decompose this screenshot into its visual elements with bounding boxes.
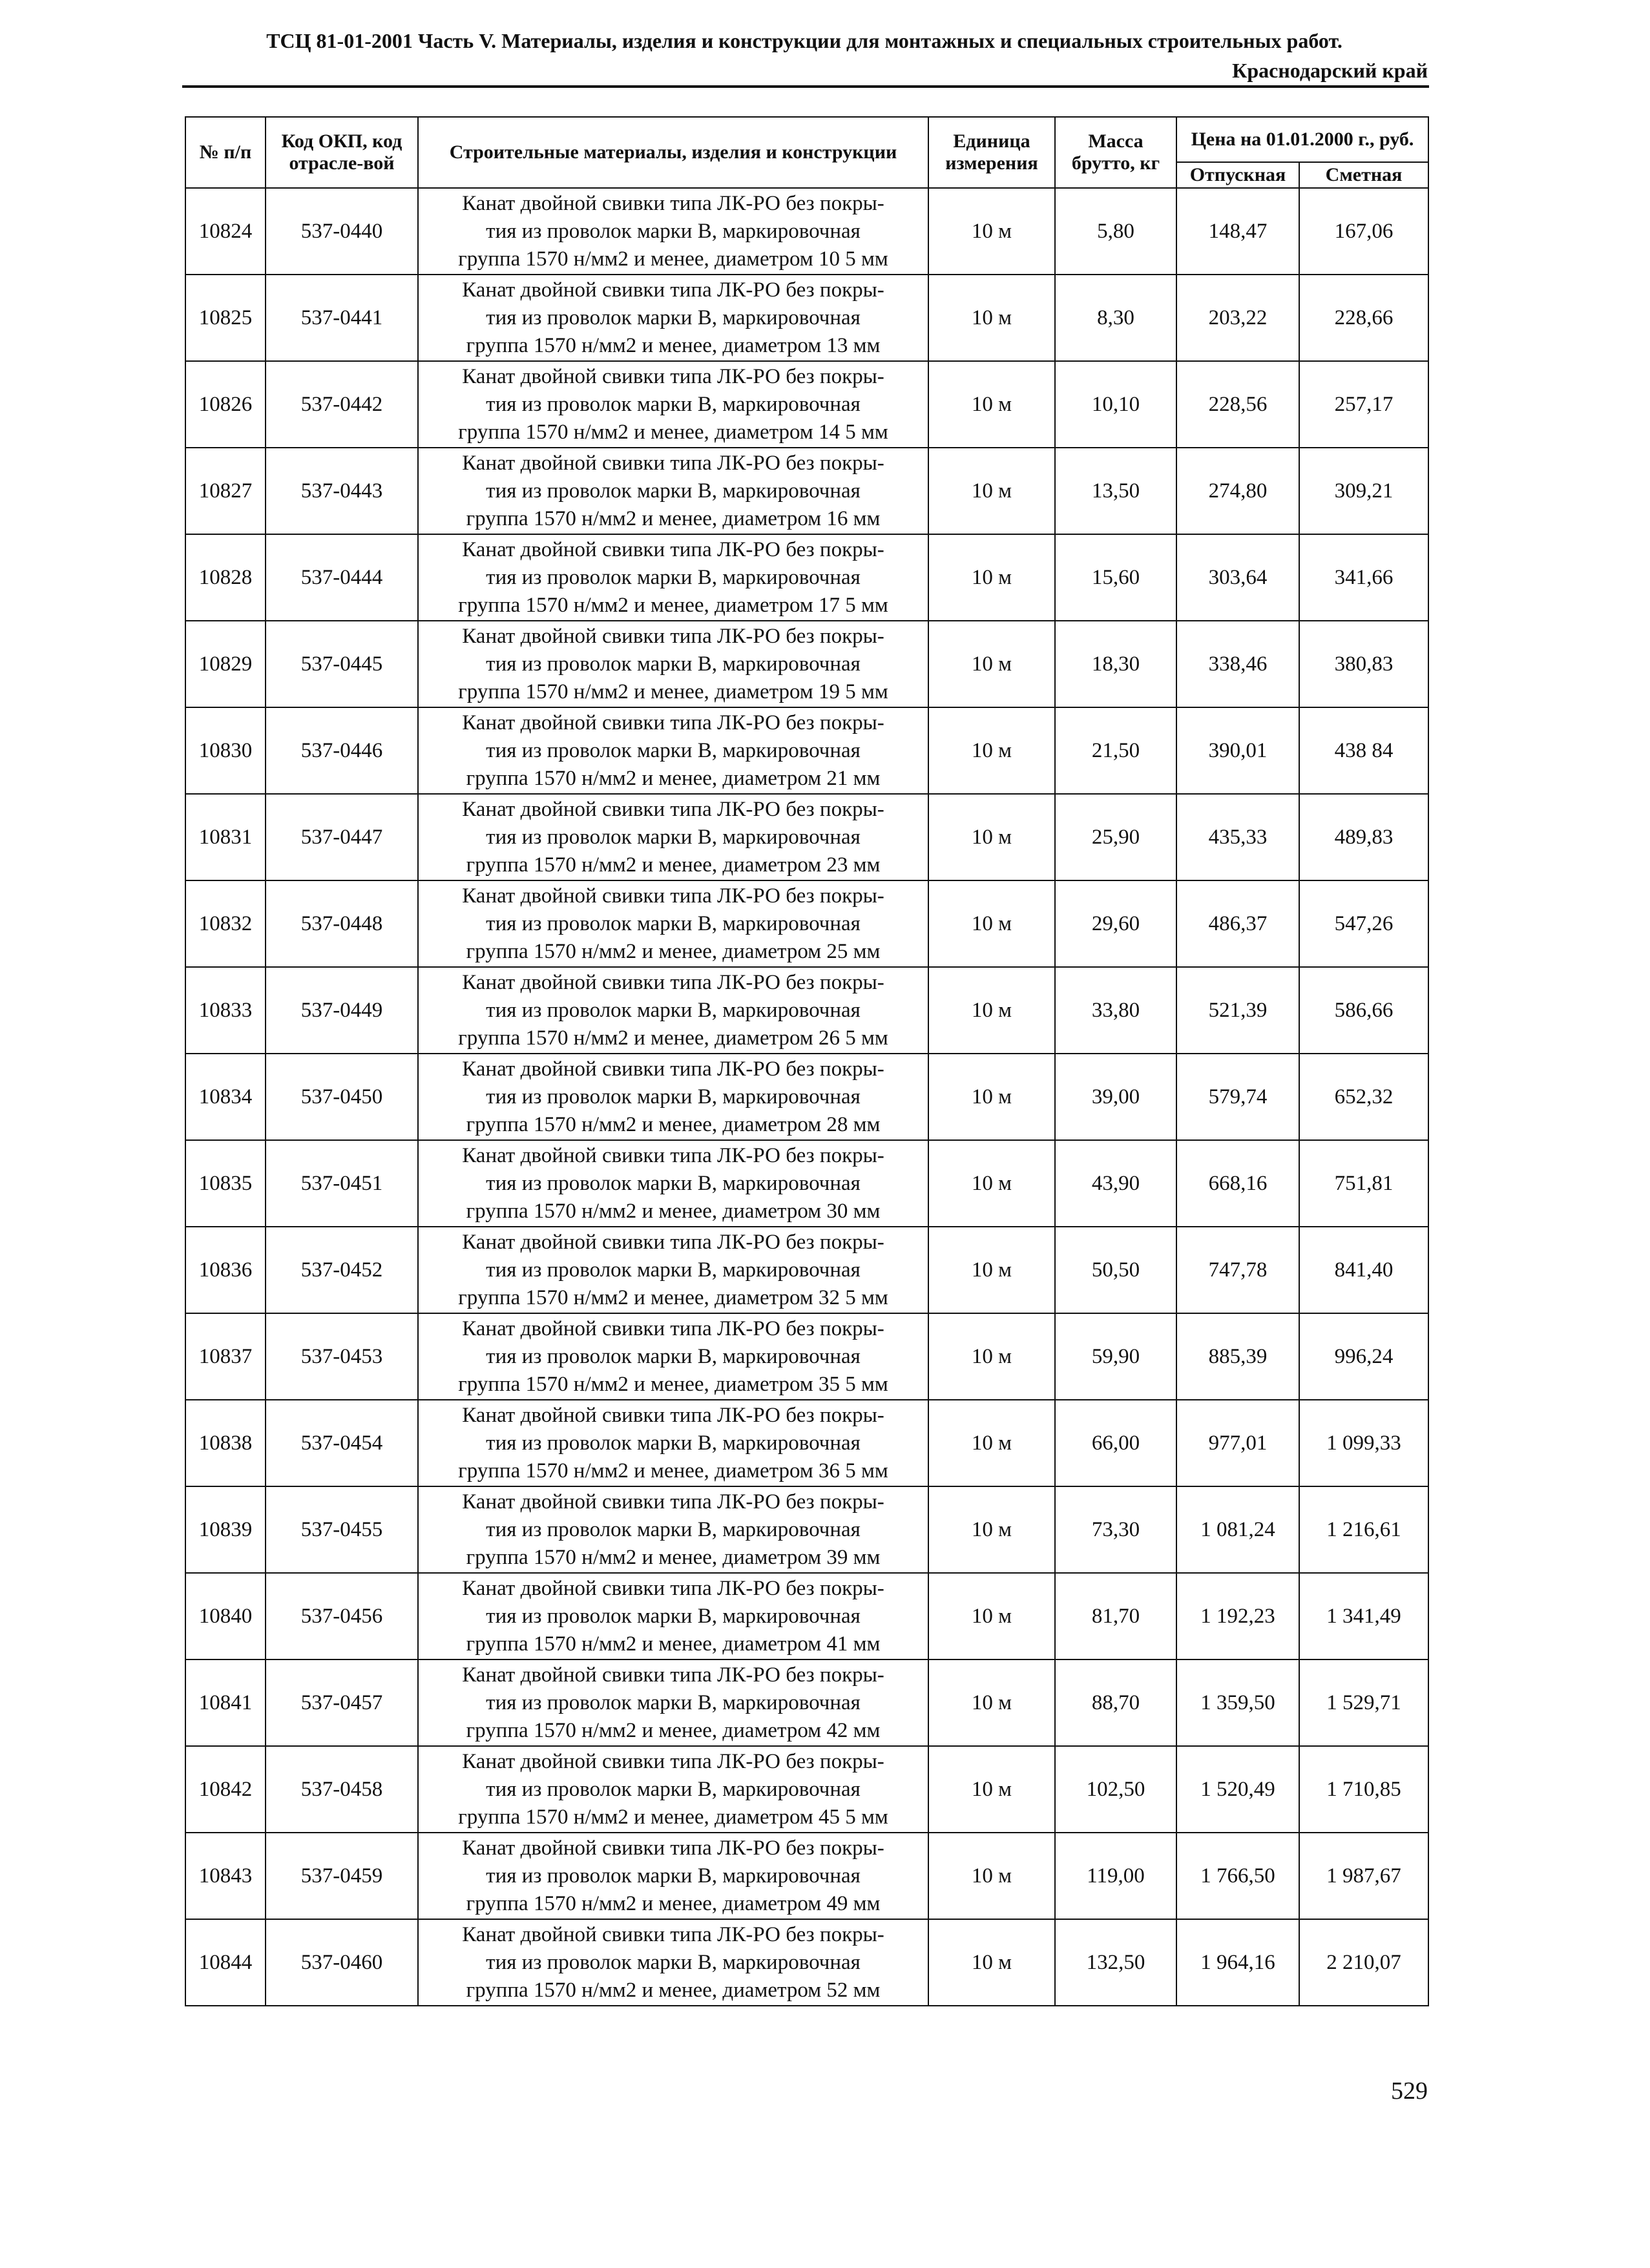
cell-code: 537-0447 (266, 794, 418, 880)
description-line: тия из проволок марки В, маркировочная (486, 1950, 861, 1974)
cell-num: 10829 (185, 621, 266, 707)
description-line: тия из проволок марки В, маркировочная (486, 1258, 861, 1282)
cell-description (418, 1919, 928, 2006)
description-line: группа 1570 н/мм2 и менее, диаметром 25 мм (466, 939, 881, 963)
cell-mass: 59,90 (1055, 1313, 1176, 1400)
cell-mass: 102,50 (1055, 1746, 1176, 1833)
cell-num: 10838 (185, 1400, 266, 1486)
description-line: тия из проволок марки В, маркировочная (486, 479, 861, 503)
description-line: группа 1570 н/мм2 и менее, диаметром 14 5 мм (458, 420, 888, 444)
cell-code: 537-0441 (266, 275, 418, 361)
cell-num: 10827 (185, 448, 266, 534)
cell-release-price: 338,46 (1176, 621, 1299, 707)
cell-description (418, 707, 928, 794)
cell-estimate-price: 1 099,33 (1299, 1400, 1428, 1486)
cell-description (418, 1313, 928, 1400)
cell-mass: 73,30 (1055, 1486, 1176, 1573)
description-line: группа 1570 н/мм2 и менее, диаметром 32 5 мм (458, 1285, 888, 1309)
description-line: Канат двойной свивки типа ЛК-РО без покры- (462, 711, 884, 734)
description-line: тия из проволок марки В, маркировочная (486, 1431, 861, 1455)
description-line: группа 1570 н/мм2 и менее, диаметром 45 5 мм (458, 1805, 888, 1829)
cell-unit: 10 м (928, 967, 1055, 1054)
cell-description (418, 880, 928, 967)
cell-code: 537-0453 (266, 1313, 418, 1400)
cell-release-price: 1 520,49 (1176, 1746, 1299, 1833)
cell-num: 10841 (185, 1659, 266, 1746)
cell-release-price: 747,78 (1176, 1227, 1299, 1313)
cell-unit: 10 м (928, 448, 1055, 534)
description-line: группа 1570 н/мм2 и менее, диаметром 49 мм (466, 1891, 881, 1915)
cell-num: 10840 (185, 1573, 266, 1659)
cell-code: 537-0459 (266, 1833, 418, 1919)
description-line: Канат двойной свивки типа ЛК-РО без покры- (462, 1057, 884, 1081)
cell-unit: 10 м (928, 188, 1055, 275)
cell-mass: 43,90 (1055, 1140, 1176, 1227)
description-line: тия из проволок марки В, маркировочная (486, 306, 861, 329)
cell-release-price: 521,39 (1176, 967, 1299, 1054)
table-row (185, 1140, 1428, 1227)
description-line: группа 1570 н/мм2 и менее, диаметром 19 5 мм (458, 680, 888, 703)
cell-mass: 66,00 (1055, 1400, 1176, 1486)
table-row (185, 1833, 1428, 1919)
cell-unit: 10 м (928, 880, 1055, 967)
cell-description (418, 1054, 928, 1140)
table-row (185, 275, 1428, 361)
cell-release-price: 303,64 (1176, 534, 1299, 621)
column-header-price-group: Цена на 01.01.2000 г., руб. (1176, 117, 1428, 162)
table-row (185, 1227, 1428, 1313)
table-row (185, 1400, 1428, 1486)
cell-estimate-price: 2 210,07 (1299, 1919, 1428, 2006)
description-line: группа 1570 н/мм2 и менее, диаметром 35 5 мм (458, 1372, 888, 1396)
cell-estimate-price: 228,66 (1299, 275, 1428, 361)
cell-num: 10843 (185, 1833, 266, 1919)
cell-estimate-price: 996,24 (1299, 1313, 1428, 1400)
table-row (185, 1573, 1428, 1659)
cell-code: 537-0444 (266, 534, 418, 621)
description-line: тия из проволок марки В, маркировочная (486, 219, 861, 243)
cell-release-price: 1 192,23 (1176, 1573, 1299, 1659)
description-line: тия из проволок марки В, маркировочная (486, 1517, 861, 1541)
cell-estimate-price: 167,06 (1299, 188, 1428, 275)
cell-release-price: 435,33 (1176, 794, 1299, 880)
description-line: Канат двойной свивки типа ЛК-РО без покры- (462, 1663, 884, 1687)
cell-num: 10832 (185, 880, 266, 967)
cell-code: 537-0452 (266, 1227, 418, 1313)
page-header (181, 26, 1428, 85)
cell-code: 537-0458 (266, 1746, 418, 1833)
description-line: Канат двойной свивки типа ЛК-РО без покры- (462, 970, 884, 994)
cell-estimate-price: 1 216,61 (1299, 1486, 1428, 1573)
cell-code: 537-0460 (266, 1919, 418, 2006)
cell-unit: 10 м (928, 361, 1055, 448)
description-line: Канат двойной свивки типа ЛК-РО без покры- (462, 1576, 884, 1600)
cell-description (418, 967, 928, 1054)
cell-code: 537-0455 (266, 1486, 418, 1573)
cell-unit: 10 м (928, 1746, 1055, 1833)
cell-unit: 10 м (928, 1573, 1055, 1659)
description-line: Канат двойной свивки типа ЛК-РО без покры- (462, 278, 884, 302)
table-row (185, 707, 1428, 794)
cell-estimate-price: 586,66 (1299, 967, 1428, 1054)
cell-num: 10830 (185, 707, 266, 794)
cell-estimate-price: 489,83 (1299, 794, 1428, 880)
description-line: Канат двойной свивки типа ЛК-РО без покры- (462, 1230, 884, 1254)
description-line: Канат двойной свивки типа ЛК-РО без покры- (462, 451, 884, 475)
cell-estimate-price: 1 710,85 (1299, 1746, 1428, 1833)
description-line: Канат двойной свивки типа ЛК-РО без покры- (462, 1749, 884, 1773)
cell-code: 537-0440 (266, 188, 418, 275)
cell-code: 537-0442 (266, 361, 418, 448)
description-line: тия из проволок марки В, маркировочная (486, 825, 861, 849)
cell-description (418, 1833, 928, 1919)
cell-code: 537-0450 (266, 1054, 418, 1140)
cell-num: 10831 (185, 794, 266, 880)
cell-code: 537-0448 (266, 880, 418, 967)
cell-mass: 10,10 (1055, 361, 1176, 448)
cell-description (418, 621, 928, 707)
description-line: Канат двойной свивки типа ЛК-РО без покры- (462, 1922, 884, 1946)
cell-mass: 39,00 (1055, 1054, 1176, 1140)
cell-code: 537-0456 (266, 1573, 418, 1659)
price-table (185, 116, 1429, 2006)
description-line: группа 1570 н/мм2 и менее, диаметром 30 мм (466, 1199, 881, 1223)
description-line: Канат двойной свивки типа ЛК-РО без покры- (462, 1490, 884, 1514)
cell-release-price: 228,56 (1176, 361, 1299, 448)
table-header (185, 117, 1428, 188)
cell-mass: 33,80 (1055, 967, 1176, 1054)
cell-description (418, 1140, 928, 1227)
cell-release-price: 390,01 (1176, 707, 1299, 794)
description-line: тия из проволок марки В, маркировочная (486, 738, 861, 762)
cell-unit: 10 м (928, 794, 1055, 880)
cell-unit: 10 м (928, 1227, 1055, 1313)
cell-unit: 10 м (928, 275, 1055, 361)
cell-unit: 10 м (928, 534, 1055, 621)
cell-mass: 18,30 (1055, 621, 1176, 707)
description-line: группа 1570 н/мм2 и менее, диаметром 21 мм (466, 766, 881, 790)
description-line: группа 1570 н/мм2 и менее, диаметром 23 мм (466, 853, 881, 877)
cell-estimate-price: 1 987,67 (1299, 1833, 1428, 1919)
cell-code: 537-0457 (266, 1659, 418, 1746)
cell-code: 537-0446 (266, 707, 418, 794)
column-header-code: Код ОКП, код отрасле-вой (266, 117, 418, 188)
cell-estimate-price: 1 529,71 (1299, 1659, 1428, 1746)
cell-estimate-price: 652,32 (1299, 1054, 1428, 1140)
table-row (185, 1486, 1428, 1573)
description-line: группа 1570 н/мм2 и менее, диаметром 52 мм (466, 1978, 881, 2002)
cell-estimate-price: 438 84 (1299, 707, 1428, 794)
cell-unit: 10 м (928, 1400, 1055, 1486)
cell-mass: 132,50 (1055, 1919, 1176, 2006)
description-line: группа 1570 н/мм2 и менее, диаметром 16 мм (466, 506, 881, 530)
cell-release-price: 885,39 (1176, 1313, 1299, 1400)
cell-mass: 88,70 (1055, 1659, 1176, 1746)
column-header-unit: Единица измерения (928, 117, 1055, 188)
cell-release-price: 1 081,24 (1176, 1486, 1299, 1573)
description-line: тия из проволок марки В, маркировочная (486, 1691, 861, 1714)
cell-description (418, 361, 928, 448)
column-header-mass: Масса брутто, кг (1055, 117, 1176, 188)
cell-mass: 29,60 (1055, 880, 1176, 967)
cell-num: 10836 (185, 1227, 266, 1313)
cell-code: 537-0454 (266, 1400, 418, 1486)
cell-release-price: 1 359,50 (1176, 1659, 1299, 1746)
description-line: Канат двойной свивки типа ЛК-РО без покры- (462, 537, 884, 561)
cell-mass: 8,30 (1055, 275, 1176, 361)
description-line: группа 1570 н/мм2 и менее, диаметром 41 мм (466, 1632, 881, 1656)
cell-release-price: 203,22 (1176, 275, 1299, 361)
description-line: тия из проволок марки В, маркировочная (486, 652, 861, 676)
cell-mass: 119,00 (1055, 1833, 1176, 1919)
cell-description (418, 1227, 928, 1313)
description-line: Канат двойной свивки типа ЛК-РО без покры- (462, 1836, 884, 1860)
cell-num: 10839 (185, 1486, 266, 1573)
description-line: группа 1570 н/мм2 и менее, диаметром 10 5 мм (458, 247, 888, 271)
cell-release-price: 1 766,50 (1176, 1833, 1299, 1919)
description-line: тия из проволок марки В, маркировочная (486, 998, 861, 1022)
description-line: Канат двойной свивки типа ЛК-РО без покры- (462, 191, 884, 215)
cell-num: 10837 (185, 1313, 266, 1400)
cell-estimate-price: 380,83 (1299, 621, 1428, 707)
description-line: Канат двойной свивки типа ЛК-РО без покры- (462, 364, 884, 388)
cell-estimate-price: 751,81 (1299, 1140, 1428, 1227)
cell-num: 10824 (185, 188, 266, 275)
cell-code: 537-0449 (266, 967, 418, 1054)
cell-description (418, 794, 928, 880)
description-line: группа 1570 н/мм2 и менее, диаметром 26 5 мм (458, 1026, 888, 1050)
page-number: 529 (1391, 2077, 1428, 2105)
cell-unit: 10 м (928, 1313, 1055, 1400)
cell-release-price: 148,47 (1176, 188, 1299, 275)
description-line: тия из проволок марки В, маркировочная (486, 1864, 861, 1888)
description-line: тия из проволок марки В, маркировочная (486, 565, 861, 589)
description-line: группа 1570 н/мм2 и менее, диаметром 36 5 мм (458, 1459, 888, 1483)
table-row (185, 1659, 1428, 1746)
cell-description (418, 1400, 928, 1486)
description-line: тия из проволок марки В, маркировочная (486, 392, 861, 416)
cell-num: 10834 (185, 1054, 266, 1140)
table-body (185, 188, 1428, 2006)
cell-code: 537-0443 (266, 448, 418, 534)
cell-release-price: 977,01 (1176, 1400, 1299, 1486)
description-line: тия из проволок марки В, маркировочная (486, 1171, 861, 1195)
description-line: тия из проволок марки В, маркировочная (486, 911, 861, 935)
table-row (185, 880, 1428, 967)
cell-release-price: 579,74 (1176, 1054, 1299, 1140)
table-row (185, 534, 1428, 621)
region-name: Краснодарский край (1232, 59, 1428, 82)
cell-unit: 10 м (928, 1659, 1055, 1746)
description-line: группа 1570 н/мм2 и менее, диаметром 39 мм (466, 1545, 881, 1569)
description-line: группа 1570 н/мм2 и менее, диаметром 42 мм (466, 1718, 881, 1742)
cell-num: 10842 (185, 1746, 266, 1833)
description-line: Канат двойной свивки типа ЛК-РО без покры- (462, 884, 884, 908)
description-line: тия из проволок марки В, маркировочная (486, 1777, 861, 1801)
table-row (185, 967, 1428, 1054)
description-line: Канат двойной свивки типа ЛК-РО без покры- (462, 1403, 884, 1427)
cell-code: 537-0451 (266, 1140, 418, 1227)
table-row (185, 1919, 1428, 2006)
table-row (185, 1746, 1428, 1833)
description-line: тия из проволок марки В, маркировочная (486, 1344, 861, 1368)
cell-description (418, 1659, 928, 1746)
cell-num: 10826 (185, 361, 266, 448)
cell-description (418, 1746, 928, 1833)
cell-unit: 10 м (928, 1919, 1055, 2006)
column-header-release-price: Отпускная (1176, 162, 1299, 188)
description-line: тия из проволок марки В, маркировочная (486, 1085, 861, 1108)
table-row (185, 1313, 1428, 1400)
document-title: ТСЦ 81-01-2001 Часть V. Материалы, изделия и конструкции для монтажных и специальных строительных работ. (266, 29, 1342, 52)
cell-release-price: 668,16 (1176, 1140, 1299, 1227)
cell-unit: 10 м (928, 707, 1055, 794)
cell-estimate-price: 841,40 (1299, 1227, 1428, 1313)
column-header-name: Строительные материалы, изделия и конструкции (418, 117, 928, 188)
table-row (185, 448, 1428, 534)
cell-mass: 25,90 (1055, 794, 1176, 880)
cell-description (418, 188, 928, 275)
cell-unit: 10 м (928, 1054, 1055, 1140)
cell-estimate-price: 257,17 (1299, 361, 1428, 448)
cell-mass: 13,50 (1055, 448, 1176, 534)
description-line: Канат двойной свивки типа ЛК-РО без покры- (462, 624, 884, 648)
cell-estimate-price: 341,66 (1299, 534, 1428, 621)
cell-unit: 10 м (928, 1833, 1055, 1919)
header-divider (182, 85, 1429, 88)
description-line: Канат двойной свивки типа ЛК-РО без покры- (462, 1143, 884, 1167)
column-header-num: № п/п (185, 117, 266, 188)
cell-mass: 50,50 (1055, 1227, 1176, 1313)
cell-num: 10844 (185, 1919, 266, 2006)
cell-description (418, 448, 928, 534)
description-line: Канат двойной свивки типа ЛК-РО без покры- (462, 797, 884, 821)
cell-release-price: 1 964,16 (1176, 1919, 1299, 2006)
cell-code: 537-0445 (266, 621, 418, 707)
cell-description (418, 534, 928, 621)
table-row (185, 1054, 1428, 1140)
cell-description (418, 275, 928, 361)
table-row (185, 621, 1428, 707)
table-row (185, 361, 1428, 448)
cell-estimate-price: 547,26 (1299, 880, 1428, 967)
cell-description (418, 1486, 928, 1573)
cell-estimate-price: 1 341,49 (1299, 1573, 1428, 1659)
cell-mass: 21,50 (1055, 707, 1176, 794)
cell-estimate-price: 309,21 (1299, 448, 1428, 534)
cell-num: 10833 (185, 967, 266, 1054)
cell-mass: 15,60 (1055, 534, 1176, 621)
cell-release-price: 274,80 (1176, 448, 1299, 534)
cell-num: 10835 (185, 1140, 266, 1227)
cell-release-price: 486,37 (1176, 880, 1299, 967)
table-row (185, 794, 1428, 880)
table-row (185, 188, 1428, 275)
description-line: тия из проволок марки В, маркировочная (486, 1604, 861, 1628)
description-line: группа 1570 н/мм2 и менее, диаметром 13 мм (466, 333, 881, 357)
description-line: группа 1570 н/мм2 и менее, диаметром 17 5 мм (458, 593, 888, 617)
cell-mass: 5,80 (1055, 188, 1176, 275)
description-line: группа 1570 н/мм2 и менее, диаметром 28 мм (466, 1112, 881, 1136)
column-header-estimate-price: Сметная (1299, 162, 1428, 188)
cell-num: 10828 (185, 534, 266, 621)
cell-mass: 81,70 (1055, 1573, 1176, 1659)
cell-unit: 10 м (928, 1140, 1055, 1227)
cell-unit: 10 м (928, 621, 1055, 707)
cell-num: 10825 (185, 275, 266, 361)
cell-description (418, 1573, 928, 1659)
cell-unit: 10 м (928, 1486, 1055, 1573)
description-line: Канат двойной свивки типа ЛК-РО без покры- (462, 1316, 884, 1340)
